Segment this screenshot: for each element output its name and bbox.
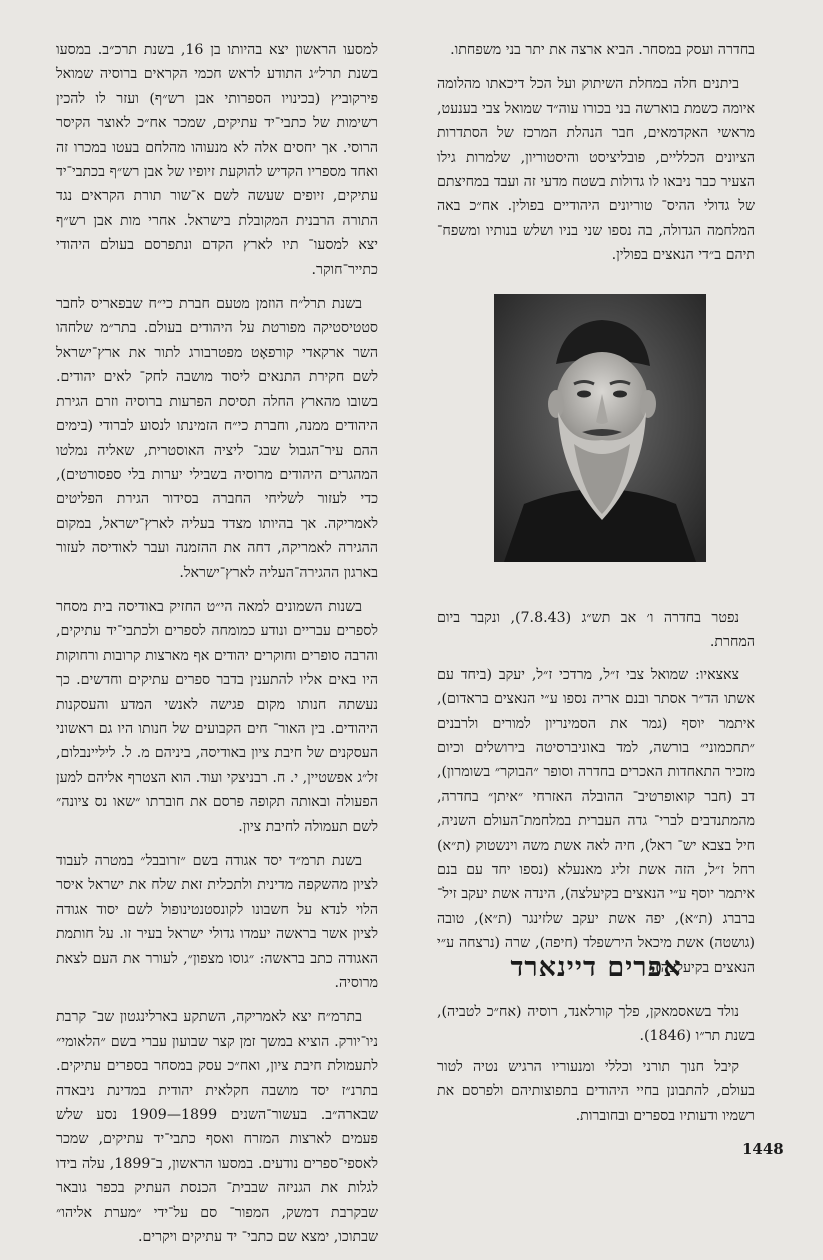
page-number: 1448	[742, 1140, 784, 1158]
paragraph: בשנות השמונים למאה הי״ט החזיק באודיסה בית מסחר לספרים עבריים ונודע כמומחה לספרים ולכתבי־יד עתיקים, והרבה סופרים וחוקרים יהודים אף מארצות קרובות ורחוקות היו באים אליו להתענין בדבר ספרים עתיקים וחדשים. כך נעשתה חנותו מקום פגישה לאנשי המדע והעסקנות היהודים. בין האור־ חים הקבועים של חנותו היו גם ראשוני העסקנים של חיבת ציון באודיסה, ביניהם מ. ל. ליליינבלום, זל״ג אפשטיין, י. ח. רבניצקי ועוד. הוא הצטרף אליהם למען הפעולה ובאותה תקופה פרסם את חוברתו ״שאו נס ציונה״ לשם תעמולה לחיבת ציון.	[56, 598, 378, 835]
paragraph: ביתנים חלה במחלת השיתוק ועל הכל דיכאתו מהלומה איומה כשמת בוארשה בני בכורו עוה״ד שמואל צבי בענעט, מראשי האקדמאים, חבר הנהלת המרכז של הסתדרות הציונים הכלליים, פובליציסט והיסטוריון, שלמרות גילו הצעיר כבר ניבאו לו גדולות בשטח מדעי זה ועבד במחיצתם של גדולי ההיס־ טוריונים היהודיים בפולין. אח״כ באה המלחמה הגדולה, בה נספו שני בניו ושלש בנותיו ומשפח־ תיהם ב״די הנאצים בפולין.	[437, 76, 755, 264]
portrait-photo	[494, 294, 706, 562]
paragraph: בשנת תרל״ח הוזמן מטעם חברת כי״ח שבפאריס לחבר סטטיסטיקה מפורטת על היהודים בעולם. בתר״מ שלחהו השר ארקאדי קורפאָט מפטרבורג לתור את ארץ־ישראל לשם חקירת התנאים ליסוד מושבה לחק־ לאים יהודים. בשובו מהארץ החלה תסיסת הפרעות ברוסיה וזרם הגירת היהודים ממנה, וחברת כי״ח הזמינתו לנסוע לברודי (בימים ההם עיר־הגבול שבג־ ליציה האוסטרית, שאליה נמלטו המהגרים היהודים מרוסיה בשבילי יערות בלי ספסורטים), כדי לעזור לשליחי החברה בסידור הגירת הפליטים לאמריקה. אך בהיותו מצדד בעליה לארץ־ישראל, במקום ההגירה לאמריקה, דחה את ההזמנה ועבר לאודיסה לעזור בארגון ההגירה־העליה לארץ־ישראל.	[56, 296, 378, 581]
after-photo-text	[437, 606, 755, 988]
right-column	[437, 38, 755, 278]
paragraph: נולד בשאסמאקן, פלך קורלאנד, רוסיה (אח״כ לטביה), בשנת תר״ו (1846).	[437, 1004, 755, 1045]
biography-text	[437, 1000, 755, 1134]
descendants-paragraph: צאצאיו: שמואל צבי ז״ל, מרדכי ז״ל, יעקב (ביחד עם אשתו הד״ר אסתר ובנם אריה נספו ע״י הנאצים בראדום), איתמר יוסף (גמר את הסמינריון למורים ולרבנים ״תחכמוני״ בורשה, למד באוניברסיטה בירושלים וכיום מזכיר התאחדות האכרים בחדרה וסופר ״הבוקר״ בשומרון), דב (חבר קואופרטיב־ ההובלה האזרחי ״איתן״ בחדרה, מהמתנדבים לברי־ גדה העברית במלחמת־העולם השניה, חיל בצבא יש־ ראל), חיה לאה אשת משה וינשטוק (ת״א) רחל ז״ל, הזה אשת זליג מאנעלא (נספו יחד עם בנם איתמר יוסף ע״י הנאצים בקיעלצה), הינדה אשת יעקב זיל־ ברברג (ת״א), יפה אשת יעקב שלזינגר (ת״א), טובה (גושטה) אשת מיכאל הירשפלד (חיפה), שרה (נרצחה ע״י הנאצים בקיעלצה).	[437, 666, 755, 976]
paragraph: בתרמ״ח יצא לאמריקה, השתקע בארלינגטון שב־ קרבת ניו־יורק. הוציא במשך זמן קצר שבועון עברי בשם ״הלאומי״ לתעמולת חיבת ציון, ואח״כ עסק במסחר בספרים עתיקים. בתרנ״ז יסד מושבה חקלאית יהודית במדינת ניבאדה שבארה״ב. בעשור־השנים 1899—1909 נסע שלש פעמים לארצות המזרח ואסף כתבי־יד עתיקים, שמכר לאספי־ספרים נודעים. במסעו הראשון, ב־1899, עלה בידו לגלות את הגניזה שבבית־ הכנסת העתיק בכפר גובאר שבקרבת דמשק, המפור־ סם על־ידי ״מערת אליהו״ שבתוכו, ימצא שם כתבי־ יד עתיקים ויקרים.	[56, 1009, 378, 1246]
paragraph: קיבל חנוך תורני וכללי ומנעוריו הרגיש נטיה לטור בעולם, להתבונן בחיי היהודים בתפוצותיהם ולפרסם את רשמיו ודעותיו בספרים ובחוברות.	[437, 1058, 755, 1124]
death-notice: נפטר בחדרה ו׳ אב תש״ג (7.8.43), ונקבר ביום המחרת.	[437, 610, 755, 651]
section-heading: אפרים דיינארד	[510, 952, 682, 983]
paragraph: בשנת תרמ״ד יסד אגודה בשם ״זרובבל״ במטרה לעבוד לציון מהשקפה מדינית ולתכלית זאת שלח את ישראל איסר הלוי לנדא על חשבונו לקונסטנטינופול לשם יסוד אגודה לציון אשר בראשה יעמדו גדולי ישראל בעיר זו. על חותמת האגודה כתב בראשה: ״גוסו מצפון״, לעורר את העם לצאת מרוסיה.	[56, 853, 378, 992]
paragraph: למסעו הראשון יצא בהיותו בן 16, בשנת תרכ״ב. במסעו בשנת תרל״ג התודע לראש חכמי הקראים ברוסיה שמואל פירקוביץ (בכינויו הספרותי אבן רש״ף) ועזר לו להכין רשימות של כתבי־יד עתיקים, שמכר אח״כ לאוצר הקיסר הרוסי. אך יחסים אלה לא מנעוהו מהלחם בעטו במכרו זה ואחד מספריו הקדיש להוקעת זיופיו של אבן רש״ף בכתבי־יד עתיקים, זיופים שעשה לשם א־שור תורת הקראים נגד התורה הרבנית המקובלת בישראל. אחרי מות אבן רש״ף יצא למסעו־ תיו לארץ הקדם ונתפרסם בעולם היהודי כתייר־חוקר.	[56, 42, 378, 278]
paragraph: בחדרה ועסק במסחר. הביא ארצה את יתר בני משפחתו.	[450, 42, 755, 58]
portrait-image	[494, 294, 706, 562]
left-column	[56, 38, 378, 1260]
